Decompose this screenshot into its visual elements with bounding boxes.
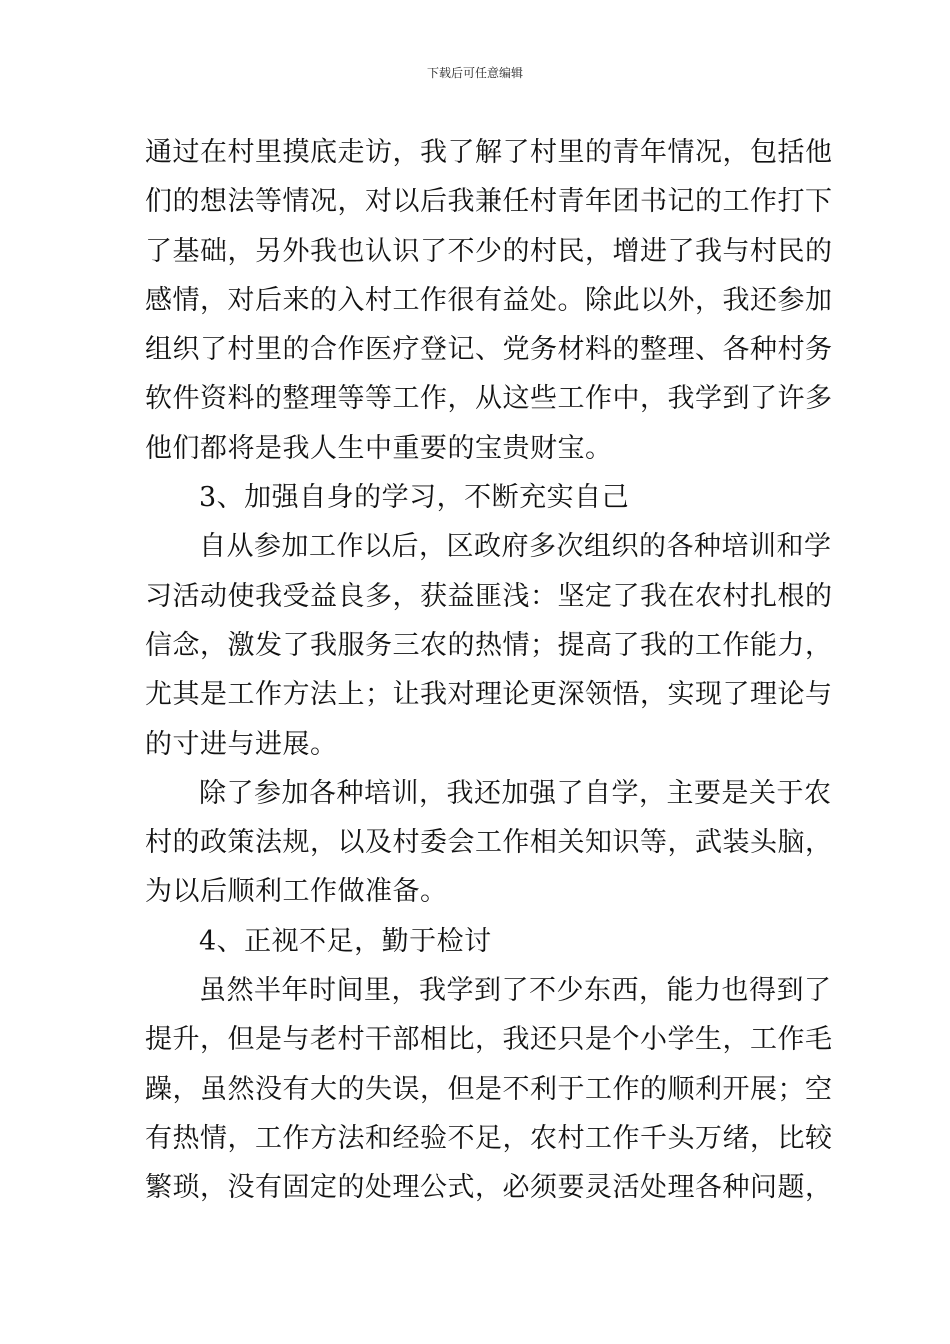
text-line: 通过在村里摸底走访，我了解了村里的青年情况，包括他 — [145, 137, 833, 168]
text-line: 除了参加各种培训，我还加强了自学，主要是关于农 — [199, 777, 832, 809]
text-line: 感情，对后来的入村工作很有益处。除此以外，我还参加 — [145, 284, 833, 316]
document-body — [145, 128, 833, 1213]
section-heading-3: 3、加强自身的学习，不断充实自己 — [199, 482, 630, 514]
text-line: 软件资料的整理等等工作，从这些工作中，我学到了许多 — [145, 383, 833, 415]
text-line: 提升，但是与老村干部相比，我还只是个小学生，工作毛 — [145, 1024, 833, 1056]
text-line: 信念，激发了我服务三农的热情；提高了我的工作能力， — [145, 629, 833, 661]
text-line: 村的政策法规，以及村委会工作相关知识等，武装头脑， — [145, 827, 833, 859]
section-heading-4: 4、正视不足，勤于检讨 — [199, 925, 492, 957]
text-line: 为以后顺利工作做准备。 — [145, 876, 448, 908]
text-line: 繁琐，没有固定的处理公式，必须要灵活处理各种问题， — [145, 1172, 833, 1204]
text-line: 习活动使我受益良多，获益匪浅：坚定了我在农村扎根的 — [145, 580, 833, 612]
page-header: 下载后可任意编辑 — [426, 66, 523, 80]
text-line: 了基础，另外我也认识了不少的村民，增进了我与村民的 — [145, 235, 833, 267]
text-line: 虽然半年时间里，我学到了不少东西，能力也得到了 — [199, 975, 832, 1007]
text-line: 的寸进与进展。 — [145, 728, 338, 760]
text-line: 尤其是工作方法上；让我对理论更深领悟，实现了理论与 — [145, 679, 833, 711]
text-line: 组织了村里的合作医疗登记、党务材料的整理、各种村务 — [145, 334, 833, 366]
text-line: 躁，虽然没有大的失误，但是不利于工作的顺利开展；空 — [145, 1073, 833, 1105]
text-line: 有热情，工作方法和经验不足，农村工作千头万绪，比较 — [145, 1122, 833, 1154]
text-line: 们的想法等情况，对以后我兼任村青年团书记的工作打下 — [145, 186, 833, 218]
text-line: 他们都将是我人生中重要的宝贵财宝。 — [145, 432, 613, 464]
text-line: 自从参加工作以后，区政府多次组织的各种培训和学 — [199, 531, 832, 563]
